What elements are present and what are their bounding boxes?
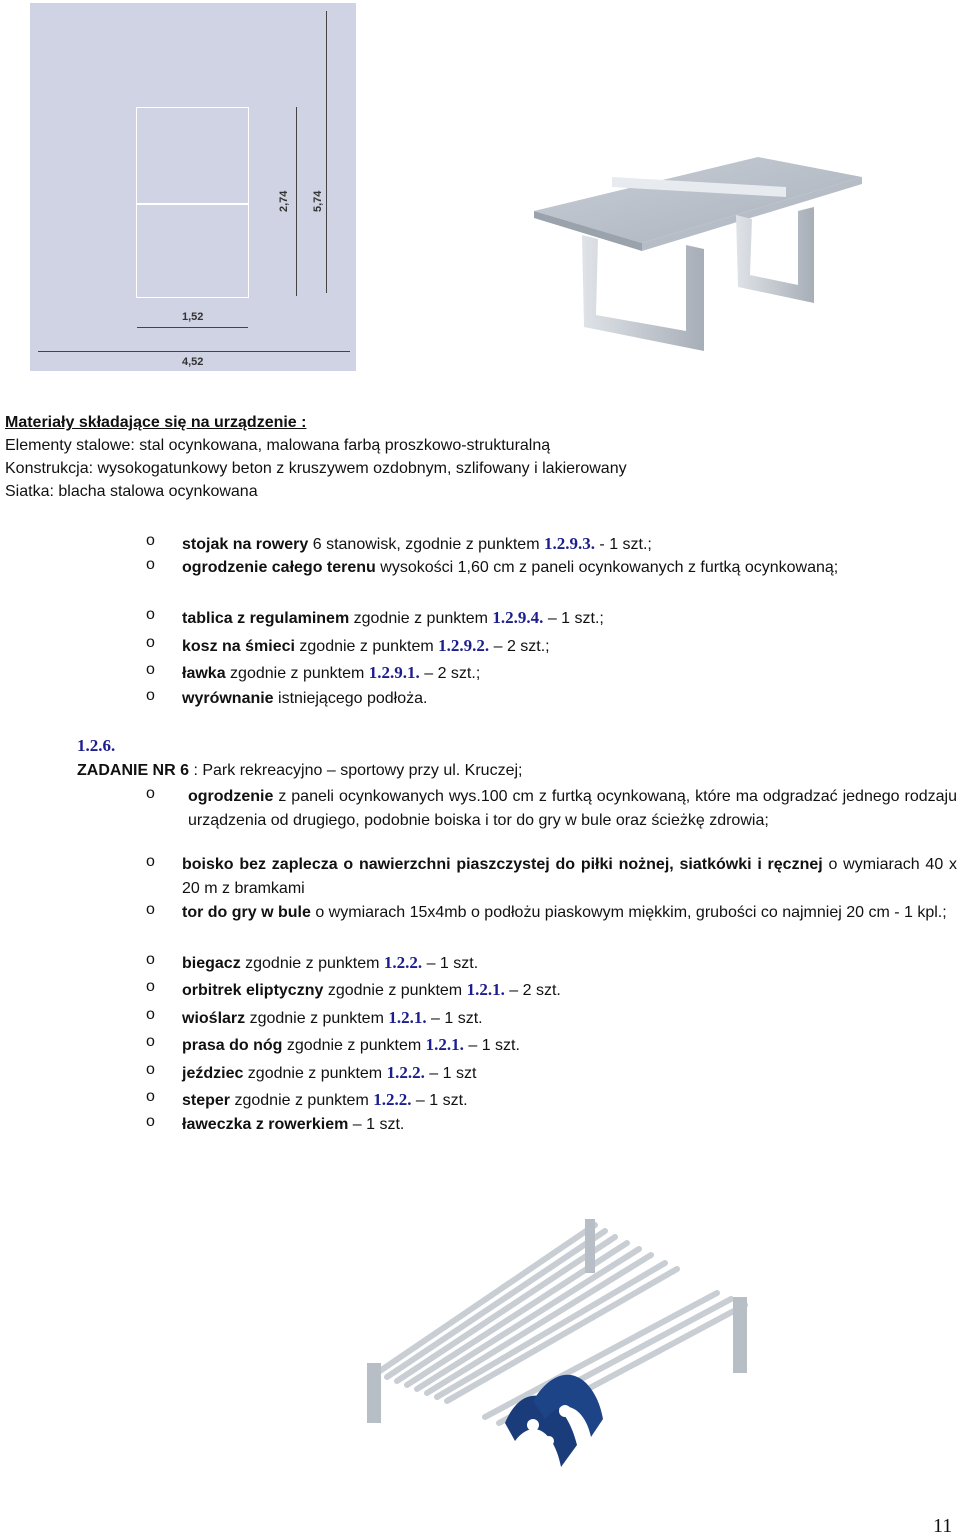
- item-name: ławeczka z rowerkiem: [182, 1116, 349, 1133]
- court-half-bottom: [136, 203, 249, 298]
- bullet-icon: o: [146, 1006, 155, 1023]
- item-ref: 1.2.9.4.: [492, 608, 544, 627]
- bullet-icon: o: [146, 1088, 155, 1105]
- item-name: ogrodzenie całego terenu: [182, 559, 376, 576]
- item-ref: 1.2.9.2.: [438, 636, 490, 655]
- dim-line-total-width: [38, 351, 350, 352]
- bullet-icon: o: [146, 606, 155, 623]
- dim-label-inner-height: 2,74: [278, 190, 290, 212]
- item-text: 6 stanowisk, zgodnie z punktem: [308, 536, 544, 553]
- item-text: zgodnie z punktem: [294, 638, 439, 655]
- item-qty: – 1 szt.: [411, 1092, 468, 1109]
- item-text: wysokości 1,60 cm z paneli ocynkowanych z furtką ocynkowaną;: [375, 559, 839, 576]
- item-name: wioślarz: [182, 1010, 246, 1027]
- item-ref: 1.2.1.: [466, 980, 505, 999]
- dim-label-total-width: 4,52: [182, 356, 204, 368]
- materials-line: Elementy stalowe: stal ocynkowana, malowana farbą proszkowo-strukturalną: [5, 437, 551, 454]
- section-title: [77, 762, 522, 780]
- dim-line-total-height: [326, 11, 327, 293]
- item-name: stojak na rowery: [182, 536, 309, 553]
- bench-with-bicycle-image: [365, 1205, 765, 1475]
- materials-block: [5, 411, 627, 503]
- item-name: tor do gry w bule: [182, 904, 311, 921]
- bullet-icon: o: [146, 785, 155, 802]
- item-name: ogrodzenie: [188, 788, 274, 805]
- item-ref: 1.2.1.: [388, 1008, 427, 1027]
- item-name: wyrównanie: [182, 690, 274, 707]
- materials-heading: Materiały składające się na urządzenie :: [5, 414, 307, 431]
- court-half-top: [136, 107, 249, 205]
- item-qty: – 1 szt: [424, 1065, 477, 1082]
- item-name: prasa do nóg: [182, 1037, 283, 1054]
- item-qty: - 1 szt.;: [594, 536, 652, 553]
- item-text: zgodnie z punktem: [230, 1092, 374, 1109]
- item-text: o wymiarach 40 x 20 m z bramkami: [182, 856, 957, 897]
- item-text: zgodnie z punktem: [282, 1037, 426, 1054]
- item-ref: 1.2.9.1.: [368, 663, 420, 682]
- bullet-icon: o: [146, 1113, 155, 1130]
- item-qty: – 1 szt.: [426, 1010, 483, 1027]
- dim-line-inner-width: [137, 327, 248, 328]
- item-text: zgodnie z punktem: [245, 1010, 389, 1027]
- item-text: zgodnie z punktem: [243, 1065, 387, 1082]
- bullet-icon: o: [146, 1061, 155, 1078]
- item-qty: – 2 szt.;: [419, 665, 481, 682]
- page-number: 11: [933, 1515, 953, 1537]
- item-text: zgodnie z punktem: [323, 982, 467, 999]
- item-qty: – 1 szt.: [422, 955, 479, 972]
- section-number: 1.2.6.: [77, 736, 116, 755]
- ping-pong-table-image: [446, 155, 958, 380]
- item-text: zgodnie z punktem: [349, 610, 493, 627]
- bullet-icon: o: [146, 687, 155, 704]
- section-title-rest: : Park rekreacyjno – sportowy przy ul. Kruczej;: [189, 762, 523, 779]
- item-text: zgodnie z punktem: [225, 665, 369, 682]
- item-text: zgodnie z punktem: [240, 955, 384, 972]
- item-name: orbitrek eliptyczny: [182, 982, 324, 999]
- item-ref: 1.2.9.3.: [543, 534, 595, 553]
- dim-label-total-height: 5,74: [312, 190, 324, 212]
- bullet-icon: o: [146, 556, 155, 573]
- item-text: z paneli ocynkowanych wys.100 cm z furtką ocynkowaną, które ma odgradzać jednego rodzaju urządzenia od drugiego, podobnie boiska i tor do gry w bule oraz ścieżkę zdrowia;: [188, 788, 957, 829]
- materials-line: Siatka: blacha stalowa ocynkowana: [5, 483, 258, 500]
- item-ref: 1.2.2.: [386, 1063, 425, 1082]
- item-ref: 1.2.1.: [425, 1035, 464, 1054]
- item-ref: 1.2.2.: [373, 1090, 412, 1109]
- court-dimension-drawing: [30, 3, 356, 371]
- dim-label-inner-width: 1,52: [182, 311, 204, 323]
- item-text: istniejącego podłoża.: [273, 690, 428, 707]
- bullet-icon: o: [146, 1033, 155, 1050]
- item-name: ławka: [182, 665, 226, 682]
- item-name: boisko bez zaplecza o nawierzchni piaszczystej do piłki nożnej, siatkówki i ręcznej: [182, 856, 823, 873]
- item-qty: – 2 szt.: [504, 982, 561, 999]
- bullet-icon: o: [146, 978, 155, 995]
- item-name: jeździec: [182, 1065, 244, 1082]
- dim-line-inner-height: [296, 107, 297, 296]
- item-name: kosz na śmieci: [182, 638, 295, 655]
- item-name: steper: [182, 1092, 231, 1109]
- bullet-icon: o: [146, 901, 155, 918]
- bullet-icon: o: [146, 853, 155, 870]
- materials-line: Konstrukcja: wysokogatunkowy beton z kruszywem ozdobnym, szlifowany i lakierowany: [5, 460, 627, 477]
- bullet-icon: o: [146, 661, 155, 678]
- item-qty: – 1 szt.;: [543, 610, 604, 627]
- item-name: biegacz: [182, 955, 241, 972]
- item-name: tablica z regulaminem: [182, 610, 350, 627]
- bullet-icon: o: [146, 951, 155, 968]
- item-qty: – 1 szt.: [463, 1037, 520, 1054]
- section-title-bold: ZADANIE NR 6: [77, 762, 190, 779]
- item-ref: 1.2.2.: [383, 953, 423, 972]
- bullet-icon: o: [146, 532, 155, 549]
- item-text: – 1 szt.: [348, 1116, 405, 1133]
- bullet-icon: o: [146, 634, 155, 651]
- item-qty: – 2 szt.;: [489, 638, 550, 655]
- item-text: o wymiarach 15x4mb o podłożu piaskowym miękkim, grubości co najmniej 20 cm - 1 kpl.;: [310, 904, 947, 921]
